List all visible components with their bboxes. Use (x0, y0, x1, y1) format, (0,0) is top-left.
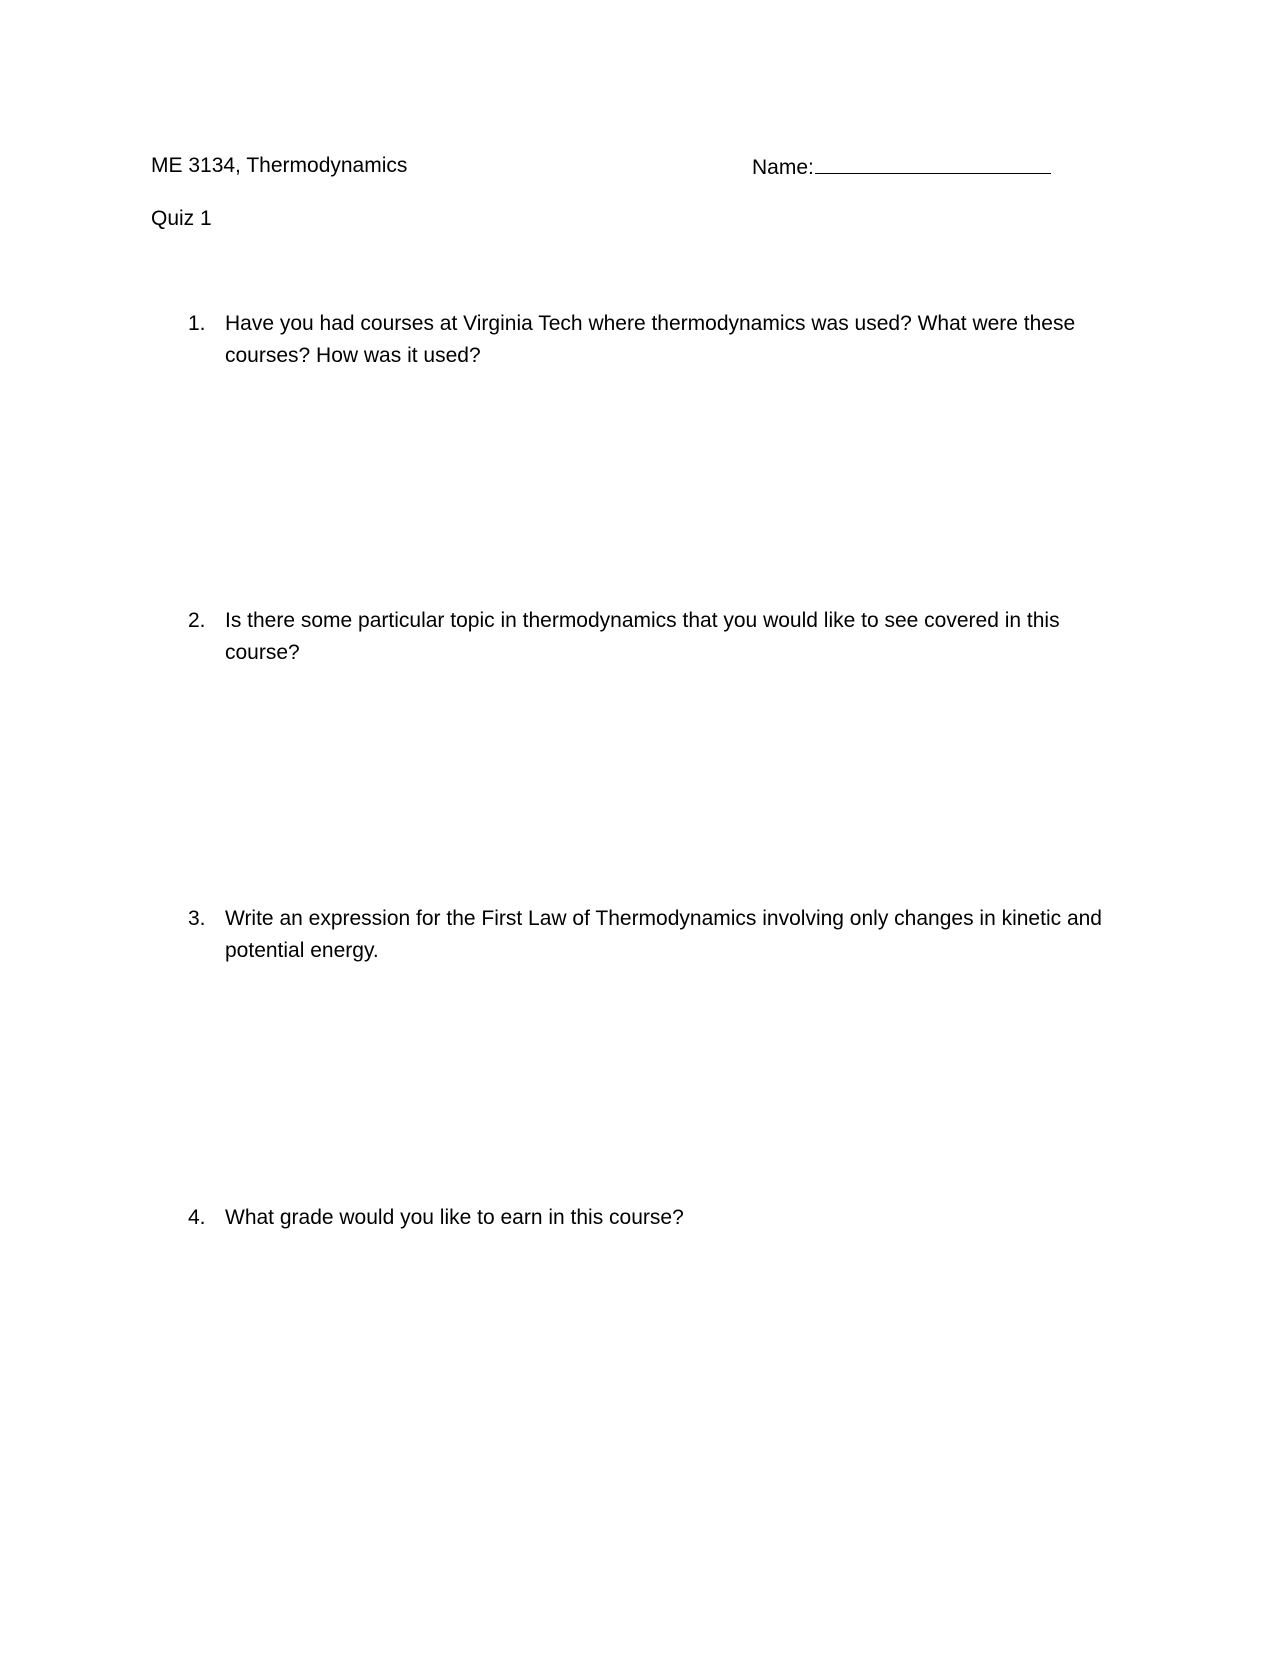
question-text: Is there some particular topic in thermodynamics that you would like to see covered in this course? (225, 609, 1060, 664)
question-text: Have you had courses at Virginia Tech where thermodynamics was used? What were these courses? How was it used? (225, 312, 1076, 367)
question-text: What grade would you like to earn in this course? (225, 1206, 684, 1229)
question-number: 4. (188, 1206, 206, 1229)
question-3 (188, 903, 1128, 967)
question-text: Write an expression for the First Law of Thermodynamics involving only changes in kinetic and potential energy. (225, 907, 1102, 962)
question-2 (188, 605, 1128, 669)
question-number: 1. (188, 312, 206, 335)
question-4 (188, 1202, 1128, 1234)
name-label: Name: (752, 156, 814, 179)
question-number: 3. (188, 907, 206, 930)
quiz-title: Quiz 1 (151, 207, 212, 230)
course-title: ME 3134, Thermodynamics (151, 154, 408, 177)
name-field (752, 151, 1051, 183)
question-1 (188, 308, 1128, 372)
question-number: 2. (188, 609, 206, 632)
name-blank-line (815, 151, 1051, 174)
